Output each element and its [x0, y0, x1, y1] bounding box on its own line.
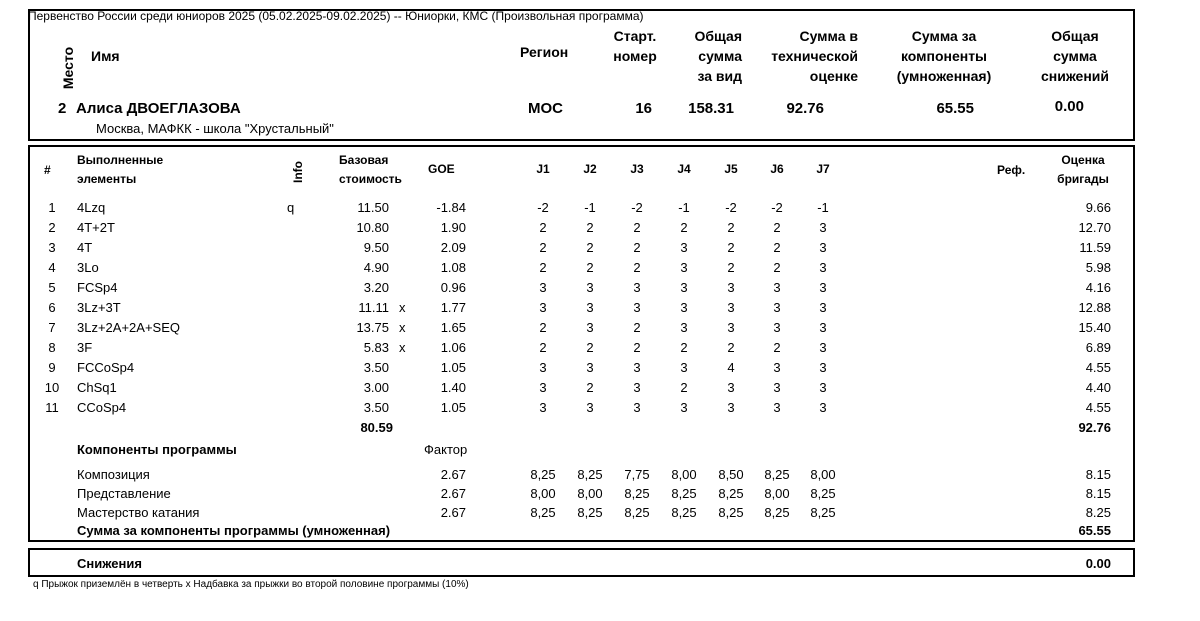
- element-base-value: 3.00: [363, 380, 389, 395]
- element-judge-score: 3: [633, 400, 641, 415]
- element-judge-score: -2: [631, 200, 643, 215]
- element-base-value: 5.83: [363, 340, 389, 355]
- component-judge-score: 8,25: [624, 505, 650, 520]
- element-judge-score: 3: [773, 320, 781, 335]
- element-judge-score: 3: [819, 360, 827, 375]
- footnote: q Прыжок приземлён в четверть x Надбавка за прыжки во второй половине программы (10%): [33, 579, 469, 590]
- element-judge-score: 3: [773, 300, 781, 315]
- element-judge-score: -2: [771, 200, 783, 215]
- elements-column-header: Выполненные элементы: [77, 153, 164, 186]
- element-judge-score: 2: [773, 340, 781, 355]
- element-judge-score: 2: [727, 340, 735, 355]
- pcs-label: Сумма за компоненты (умноженная): [896, 28, 992, 84]
- element-judge-score: 2: [727, 260, 735, 275]
- element-name: FCCoSp4: [77, 360, 135, 375]
- element-goe: -1.84: [436, 200, 466, 215]
- judge-header: J1: [536, 162, 550, 176]
- element-number: 9: [48, 360, 56, 375]
- element-judge-score: -1: [678, 200, 690, 215]
- element-judge-score: 3: [819, 300, 827, 315]
- component-judge-score: 7,75: [624, 467, 650, 482]
- element-goe: 1.77: [440, 300, 466, 315]
- element-name: 3Lo: [77, 260, 99, 275]
- element-panel-score: 11.59: [1079, 240, 1111, 255]
- element-row: [0, 318, 1200, 338]
- element-name: FCSp4: [77, 280, 118, 295]
- element-base-value: 13.75: [356, 320, 389, 335]
- element-judge-score: 3: [773, 280, 781, 295]
- element-panel-score: 15.40: [1078, 320, 1111, 335]
- element-row: [0, 298, 1200, 318]
- element-name: 4T: [77, 240, 93, 255]
- skater-pcs: 65.55: [936, 100, 974, 117]
- deductions-label: Общая сумма снижений: [1040, 28, 1110, 84]
- element-bonus-mark: x: [399, 320, 406, 335]
- component-factor: 2.67: [440, 486, 466, 501]
- element-number: 8: [48, 340, 56, 355]
- component-factor: 2.67: [440, 505, 466, 520]
- component-judge-score: 8,25: [718, 505, 744, 520]
- deductions-row-value: 0.00: [1085, 556, 1111, 571]
- element-judge-score: 3: [680, 360, 688, 375]
- component-name: Представление: [77, 486, 171, 501]
- skater-region: МОС: [528, 100, 563, 117]
- element-goe: 1.40: [440, 380, 466, 395]
- element-goe: 1.08: [440, 260, 466, 275]
- element-judge-score: 2: [680, 220, 688, 235]
- element-base-value: 3.50: [363, 360, 389, 375]
- element-base-value: 11.50: [357, 200, 389, 215]
- element-row: [0, 358, 1200, 378]
- element-panel-score: 9.66: [1085, 200, 1111, 215]
- component-judge-score: 8,25: [624, 486, 650, 501]
- component-judge-score: 8,25: [577, 467, 603, 482]
- element-judge-score: 3: [680, 280, 688, 295]
- element-judge-score: 3: [633, 280, 641, 295]
- element-judge-score: 3: [819, 240, 827, 255]
- element-panel-score: 4.55: [1085, 360, 1111, 375]
- element-judge-score: 2: [633, 320, 641, 335]
- element-goe: 1.05: [440, 400, 466, 415]
- element-judge-score: 4: [727, 360, 735, 375]
- element-number: 10: [44, 380, 60, 395]
- place-label: Место: [60, 46, 76, 90]
- element-number: 2: [48, 220, 56, 235]
- base-value-total: 80.59: [360, 420, 393, 435]
- components-total: 65.55: [1078, 523, 1111, 538]
- component-factor: 2.67: [440, 467, 466, 482]
- num-column-header: #: [44, 163, 51, 177]
- skater-name: Алиса ДВОЕГЛАЗОВА: [76, 100, 241, 117]
- element-judge-score: 3: [680, 240, 688, 255]
- factor-label: Фактор: [424, 442, 468, 457]
- element-judge-score: 3: [773, 360, 781, 375]
- element-row: [0, 278, 1200, 298]
- component-judge-score: 8,25: [530, 505, 556, 520]
- element-judge-score: 3: [539, 280, 547, 295]
- element-judge-score: 3: [727, 380, 735, 395]
- component-row: [0, 465, 1200, 485]
- element-base-value: 11.11: [358, 300, 389, 315]
- component-judge-score: 8,25: [718, 486, 744, 501]
- element-row: [0, 378, 1200, 398]
- element-number: 3: [48, 240, 56, 255]
- element-judge-score: -1: [817, 200, 829, 215]
- element-name: 4Lzq: [77, 200, 106, 215]
- element-judge-score: -2: [537, 200, 549, 215]
- element-judge-score: 2: [586, 340, 594, 355]
- component-score: 8.15: [1085, 486, 1111, 501]
- element-judge-score: 2: [539, 320, 547, 335]
- info-column-header: Info: [291, 161, 305, 183]
- tes-label: Сумма в технической оценке: [771, 28, 858, 84]
- element-judge-score: 3: [680, 300, 688, 315]
- skater-club: Москва, МАФКК - школа "Хрустальный": [96, 121, 334, 136]
- skater-deductions: 0.00: [1054, 98, 1084, 115]
- element-judge-score: 2: [727, 220, 735, 235]
- element-panel-score: 4.40: [1085, 380, 1111, 395]
- element-bonus-mark: x: [399, 340, 406, 355]
- element-base-value: 3.50: [363, 400, 389, 415]
- name-label: Имя: [91, 48, 120, 64]
- element-judge-score: 2: [539, 340, 547, 355]
- skater-place: 2: [58, 100, 67, 117]
- element-judge-score: 2: [539, 220, 547, 235]
- element-judge-score: 3: [727, 400, 735, 415]
- elements-score-total: 92.76: [1078, 420, 1111, 435]
- element-judge-score: 3: [586, 300, 594, 315]
- element-judge-score: 3: [539, 360, 547, 375]
- component-row: [0, 484, 1200, 504]
- skater-total: 158.31: [688, 100, 734, 117]
- element-judge-score: 3: [586, 320, 594, 335]
- element-judge-score: 3: [773, 380, 781, 395]
- element-judge-score: 2: [633, 340, 641, 355]
- element-name: 4T+2T: [77, 220, 115, 235]
- total-score-label: Общая сумма за вид: [694, 28, 742, 84]
- element-judge-score: 2: [586, 380, 594, 395]
- element-judge-score: 2: [773, 220, 781, 235]
- element-judge-score: 2: [633, 260, 641, 275]
- element-number: 11: [45, 400, 59, 415]
- element-judge-score: -1: [584, 200, 596, 215]
- element-row: [0, 338, 1200, 358]
- component-judge-score: 8,25: [671, 486, 697, 501]
- element-judge-score: 2: [539, 240, 547, 255]
- element-row: [0, 238, 1200, 258]
- element-row: [0, 398, 1200, 418]
- element-name: 3Lz+3T: [77, 300, 121, 315]
- element-judge-score: 3: [539, 300, 547, 315]
- panel-score-column-header: Оценка бригады: [1057, 153, 1109, 186]
- element-number: 6: [48, 300, 56, 315]
- skater-tes: 92.76: [786, 100, 824, 117]
- element-judge-score: 2: [727, 240, 735, 255]
- deductions-row-label: Снижения: [77, 556, 142, 571]
- element-judge-score: 3: [586, 280, 594, 295]
- element-judge-score: 3: [680, 260, 688, 275]
- element-judge-score: 3: [680, 400, 688, 415]
- goe-column-header: GOE: [428, 162, 455, 176]
- judge-header: J5: [724, 162, 738, 176]
- component-judge-score: 8,00: [764, 486, 790, 501]
- element-judge-score: 3: [819, 340, 827, 355]
- base-value-column-header: Базовая стоимость: [339, 153, 402, 186]
- element-panel-score: 6.89: [1085, 340, 1111, 355]
- element-goe: 1.05: [440, 360, 466, 375]
- element-base-value: 9.50: [363, 240, 389, 255]
- element-judge-score: 3: [633, 360, 641, 375]
- element-judge-score: 3: [819, 320, 827, 335]
- element-row: [0, 198, 1200, 218]
- component-judge-score: 8,25: [764, 505, 790, 520]
- judge-header: J6: [770, 162, 784, 176]
- element-judge-score: 3: [773, 400, 781, 415]
- element-judge-score: 2: [633, 240, 641, 255]
- start-number-label: Старт. номер: [613, 28, 657, 64]
- component-row: [0, 503, 1200, 523]
- element-goe: 1.65: [440, 320, 466, 335]
- element-goe: 1.06: [440, 340, 466, 355]
- element-goe: 1.90: [440, 220, 466, 235]
- components-title: Компоненты программы: [77, 442, 237, 457]
- element-number: 4: [48, 260, 56, 275]
- deductions-box: [28, 548, 1135, 577]
- element-base-value: 3.20: [363, 280, 389, 295]
- component-judge-score: 8,00: [810, 467, 836, 482]
- judge-header: J3: [630, 162, 644, 176]
- element-bonus-mark: x: [399, 300, 406, 315]
- element-judge-score: 3: [539, 400, 547, 415]
- element-row: [0, 218, 1200, 238]
- component-judge-score: 8,25: [530, 467, 556, 482]
- ref-column-header: Реф.: [997, 163, 1026, 177]
- element-judge-score: 2: [680, 380, 688, 395]
- component-score: 8.15: [1085, 467, 1111, 482]
- component-judge-score: 8,00: [530, 486, 556, 501]
- element-judge-score: 3: [819, 280, 827, 295]
- judge-header: J4: [677, 162, 691, 176]
- element-judge-score: -2: [725, 200, 737, 215]
- components-total-label: Сумма за компоненты программы (умноженная): [77, 523, 391, 538]
- element-judge-score: 3: [819, 380, 827, 395]
- element-info: q: [287, 200, 295, 215]
- element-judge-score: 2: [773, 260, 781, 275]
- element-name: ChSq1: [77, 380, 117, 395]
- element-number: 5: [48, 280, 56, 295]
- element-judge-score: 3: [819, 220, 827, 235]
- element-panel-score: 12.88: [1078, 300, 1111, 315]
- element-judge-score: 2: [586, 260, 594, 275]
- element-judge-score: 2: [773, 240, 781, 255]
- element-panel-score: 4.55: [1085, 400, 1111, 415]
- component-judge-score: 8,25: [810, 505, 836, 520]
- element-judge-score: 3: [727, 280, 735, 295]
- element-judge-score: 3: [586, 400, 594, 415]
- component-judge-score: 8,50: [718, 467, 744, 482]
- region-label: Регион: [520, 44, 569, 60]
- element-judge-score: 3: [819, 400, 827, 415]
- component-judge-score: 8,25: [671, 505, 697, 520]
- element-judge-score: 3: [819, 260, 827, 275]
- element-judge-score: 2: [539, 260, 547, 275]
- element-judge-score: 3: [727, 320, 735, 335]
- element-base-value: 4.90: [363, 260, 389, 275]
- judge-header: J7: [816, 162, 830, 176]
- element-name: 3F: [77, 340, 93, 355]
- component-name: Мастерство катания: [77, 505, 200, 520]
- event-title: Первенство России среди юниоров 2025 (05.02.2025-09.02.2025) -- Юниорки, КМС (Произвольная программа): [28, 9, 644, 23]
- element-judge-score: 3: [633, 380, 641, 395]
- element-row: [0, 258, 1200, 278]
- element-judge-score: 2: [586, 240, 594, 255]
- element-number: 1: [48, 200, 56, 215]
- element-panel-score: 12.70: [1078, 220, 1111, 235]
- skater-start-number: 16: [635, 100, 652, 117]
- element-judge-score: 3: [680, 320, 688, 335]
- element-judge-score: 3: [586, 360, 594, 375]
- judge-header: J2: [583, 162, 597, 176]
- component-judge-score: 8,25: [764, 467, 790, 482]
- element-judge-score: 3: [539, 380, 547, 395]
- element-name: CCoSp4: [77, 400, 127, 415]
- element-judge-score: 3: [727, 300, 735, 315]
- component-score: 8.25: [1085, 505, 1111, 520]
- element-base-value: 10.80: [356, 220, 389, 235]
- element-name: 3Lz+2A+2A+SEQ: [77, 320, 180, 335]
- element-judge-score: 3: [633, 300, 641, 315]
- element-panel-score: 4.16: [1085, 280, 1111, 295]
- element-number: 7: [48, 320, 56, 335]
- element-judge-score: 2: [586, 220, 594, 235]
- component-judge-score: 8,25: [810, 486, 836, 501]
- component-name: Композиция: [77, 467, 150, 482]
- component-judge-score: 8,25: [577, 505, 603, 520]
- element-goe: 0.96: [440, 280, 466, 295]
- element-panel-score: 5.98: [1085, 260, 1111, 275]
- element-judge-score: 2: [633, 220, 641, 235]
- element-judge-score: 2: [680, 340, 688, 355]
- component-judge-score: 8,00: [577, 486, 603, 501]
- element-goe: 2.09: [440, 240, 466, 255]
- component-judge-score: 8,00: [671, 467, 697, 482]
